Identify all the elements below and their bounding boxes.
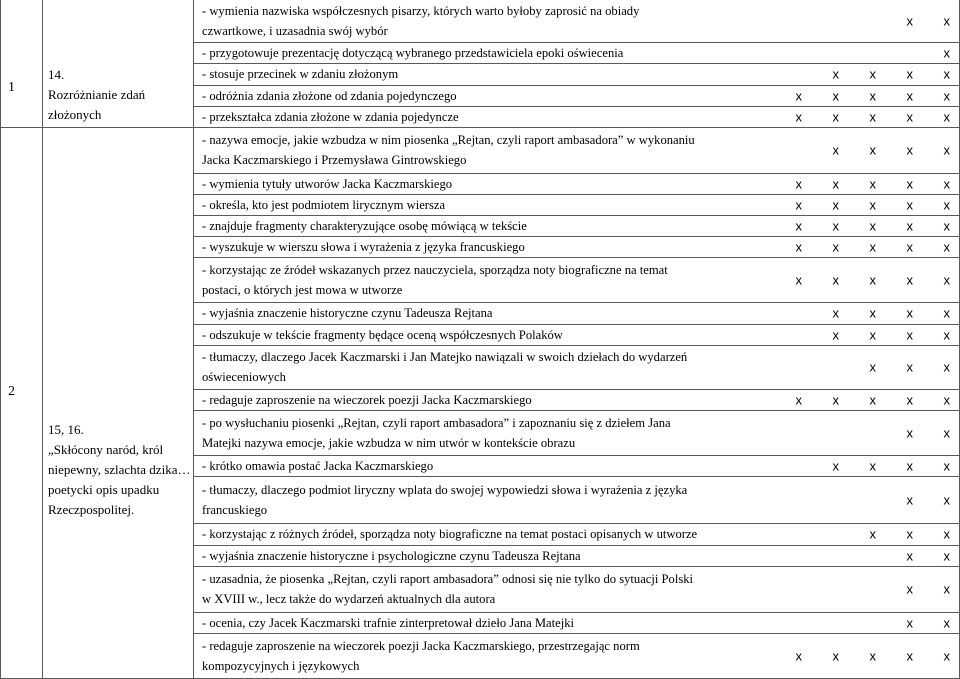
grade-marks xyxy=(802,306,950,321)
grade-mark: x xyxy=(943,615,950,630)
grade-mark: x xyxy=(832,327,839,342)
row-number-1: 1 xyxy=(8,80,15,95)
requirement-text: - redaguje zaproszenie na wieczorek poezji Jacka Kaczmarskiego xyxy=(202,392,532,407)
requirement-text: - po wysłuchaniu piosenki „Rejtan, czyli raport ambasadora” i zapoznaniu się z dziełem Jana Matejki nazywa emocje, jakie wzbudza w nim utwór w kontekście obrazu xyxy=(202,415,671,450)
grade-marks xyxy=(876,425,950,440)
grade-marks xyxy=(802,458,950,473)
grade-mark: x xyxy=(943,492,950,507)
grade-marks xyxy=(876,548,950,563)
grade-mark: x xyxy=(943,359,950,375)
grade-mark: x xyxy=(943,176,950,191)
table-row xyxy=(194,455,960,476)
grade-mark: x xyxy=(869,392,876,407)
requirement-text: - odróżnia zdania złożone od zdania pojedynczego xyxy=(202,88,457,103)
grade-mark: x xyxy=(943,239,950,254)
grade-mark: x xyxy=(869,272,876,287)
table-row xyxy=(194,42,960,63)
grade-mark: x xyxy=(906,197,913,212)
grade-mark: x xyxy=(906,218,913,233)
requirement-text: - odszukuje w tekście fragmenty będące oceną współczesnych Polaków xyxy=(202,327,563,342)
requirement-text: - stosuje przecinek w zdaniu złożonym xyxy=(202,67,399,81)
grade-mark: x xyxy=(795,648,802,663)
grade-mark: x xyxy=(832,272,839,287)
grade-mark: x xyxy=(795,88,802,103)
grade-mark: x xyxy=(832,218,839,233)
grade-mark: x xyxy=(795,176,802,191)
grade-mark: x xyxy=(943,218,950,233)
table-row xyxy=(194,127,960,173)
grade-marks xyxy=(839,527,950,542)
grade-mark: x xyxy=(832,197,839,212)
column-divider xyxy=(42,0,43,679)
grade-mark: x xyxy=(869,142,876,158)
grade-mark: x xyxy=(832,392,839,407)
grade-mark: x xyxy=(869,305,876,321)
grade-mark: x xyxy=(943,109,950,124)
requirement-text: - korzystając ze źródeł wskazanych przez nauczyciela, sporządza noty biograficzne na temat postaci, o których jest mowa w utworze xyxy=(202,262,668,297)
requirement-text: - określa, kto jest podmiotem lirycznym wiersza xyxy=(202,197,446,212)
grade-mark: x xyxy=(869,218,876,233)
grade-mark: x xyxy=(943,305,950,321)
grade-mark: x xyxy=(869,66,876,82)
grade-mark: x xyxy=(906,239,913,254)
grade-marks xyxy=(765,88,950,103)
table-row xyxy=(194,545,960,566)
grade-mark: x xyxy=(943,142,950,158)
grade-mark: x xyxy=(906,392,913,407)
grade-mark: x xyxy=(795,197,802,212)
grade-mark: x xyxy=(943,526,950,542)
table-row xyxy=(194,257,960,302)
grade-mark: x xyxy=(943,66,950,82)
grade-mark: x xyxy=(869,327,876,342)
grade-mark: x xyxy=(832,305,839,321)
requirement-text: - przekształca zdania złożone w zdania pojedyncze xyxy=(202,109,459,124)
requirement-text: - nazywa emocje, jakie wzbudza w nim piosenka „Rejtan, czyli raport ambasadora” w wykonaniu Jacka Kaczmarskiego i Przemysława Gintrowskiego xyxy=(202,133,695,167)
row-number-2: 2 xyxy=(8,384,15,399)
grade-mark: x xyxy=(869,109,876,124)
grade-mark: x xyxy=(832,109,839,124)
table-row xyxy=(194,302,960,324)
grade-mark: x xyxy=(943,648,950,663)
grade-mark: x xyxy=(869,88,876,103)
grade-mark: x xyxy=(906,581,913,597)
grade-marks xyxy=(876,492,950,507)
grade-mark: x xyxy=(906,359,913,375)
requirement-text: - tłumaczy, dlaczego Jacek Kaczmarski i Jan Matejko nawiązali w swoich dziełach do wydarzeń oświeceniowych xyxy=(202,350,688,384)
requirement-text: - wyjaśnia znaczenie historyczne i psychologiczne czynu Tadeusza Rejtana xyxy=(202,548,581,563)
grade-marks xyxy=(876,14,950,29)
grade-mark: x xyxy=(795,239,802,254)
grade-mark: x xyxy=(943,272,950,287)
grade-mark: x xyxy=(869,648,876,663)
grade-marks xyxy=(765,272,950,287)
table-row xyxy=(194,389,960,410)
grade-mark: x xyxy=(906,648,913,663)
grade-mark: x xyxy=(906,272,913,287)
grade-mark: x xyxy=(906,548,913,563)
requirement-text: - korzystając z różnych źródeł, sporządza noty biograficzne na temat postaci opisanych w utworze xyxy=(202,527,698,541)
grade-mark: x xyxy=(832,142,839,158)
grade-marks xyxy=(765,176,950,191)
grade-mark: x xyxy=(869,458,876,473)
grade-mark: x xyxy=(869,176,876,191)
grade-mark: x xyxy=(832,239,839,254)
grade-mark: x xyxy=(943,13,950,29)
grade-mark: x xyxy=(906,88,913,103)
grade-marks xyxy=(876,582,950,597)
table-row xyxy=(194,236,960,257)
table-border-left xyxy=(0,0,1,679)
grade-marks xyxy=(839,360,950,375)
grade-marks xyxy=(765,109,950,124)
grade-mark: x xyxy=(943,197,950,212)
grade-mark: x xyxy=(832,88,839,103)
grade-marks xyxy=(765,648,950,663)
grade-mark: x xyxy=(943,425,950,440)
table-row xyxy=(194,324,960,345)
grade-marks xyxy=(913,45,950,60)
grade-mark: x xyxy=(906,13,913,29)
requirement-text: - krótko omawia postać Jacka Kaczmarskiego xyxy=(202,458,434,473)
grade-mark: x xyxy=(906,615,913,630)
requirement-text: - tłumaczy, dlaczego podmiot liryczny wplata do swojej wypowiedzi słowa i wyrażenia z języka francuskiego xyxy=(202,482,688,517)
table-row xyxy=(194,566,960,612)
grade-marks xyxy=(802,67,950,82)
grade-mark: x xyxy=(906,327,913,342)
lesson-topic-1: 14. Rozróżnianie zdań złożonych xyxy=(48,67,146,122)
grade-mark: x xyxy=(832,458,839,473)
grade-mark: x xyxy=(906,492,913,507)
grade-marks xyxy=(765,392,950,407)
table-row xyxy=(194,173,960,194)
grade-marks xyxy=(876,615,950,630)
grade-mark: x xyxy=(832,648,839,663)
table-row xyxy=(194,194,960,215)
table-row xyxy=(194,0,960,42)
grade-mark: x xyxy=(943,581,950,597)
table-row xyxy=(194,345,960,389)
grade-mark: x xyxy=(795,109,802,124)
grade-mark: x xyxy=(943,392,950,407)
grade-mark: x xyxy=(906,109,913,124)
table-row xyxy=(194,633,960,678)
grade-mark: x xyxy=(906,142,913,158)
requirement-text: - uzasadnia, że piosenka „Rejtan, czyli raport ambasadora” odnosi się nie tylko do sytuacji Polski w XVIII w., lecz także do wydarzeń aktualnych dla autora xyxy=(202,572,694,606)
requirement-text: - znajduje fragmenty charakteryzujące osobę mówiącą w tekście xyxy=(202,218,527,233)
lesson-topic-2: 15, 16. „Skłócony naród, król niepewny, szlachta dzika… poetycki opis upadku Rzeczpospolitej. xyxy=(48,422,191,517)
grade-mark: x xyxy=(943,45,950,60)
requirement-text: - wymienia nazwiska współczesnych pisarzy, których warto byłoby zaprosić na obiady czwartkowe, i uzasadnia swój wybór xyxy=(202,4,640,38)
table-row xyxy=(194,523,960,545)
grade-mark: x xyxy=(832,66,839,82)
grade-mark: x xyxy=(943,327,950,342)
grade-mark: x xyxy=(906,305,913,321)
grade-mark: x xyxy=(869,197,876,212)
grade-marks xyxy=(765,197,950,212)
table-row xyxy=(194,85,960,106)
table-row xyxy=(194,476,960,523)
table-row xyxy=(194,410,960,455)
grade-marks xyxy=(802,143,950,158)
table-row xyxy=(194,63,960,85)
requirement-text: - wymienia tytuły utworów Jacka Kaczmarskiego xyxy=(202,176,453,191)
grade-mark: x xyxy=(869,526,876,542)
grade-mark: x xyxy=(869,239,876,254)
requirement-text: - wyjaśnia znaczenie historyczne czynu Tadeusza Rejtana xyxy=(202,306,493,320)
table-row xyxy=(194,215,960,236)
grade-mark: x xyxy=(795,392,802,407)
requirement-text: - redaguje zaproszenie na wieczorek poezji Jacka Kaczmarskiego, przestrzegając norm kompozycyjnych i językowych xyxy=(202,638,640,673)
grade-mark: x xyxy=(943,458,950,473)
requirement-text: - ocenia, czy Jacek Kaczmarski trafnie zinterpretował dzieło Jana Matejki xyxy=(202,615,575,630)
section-divider xyxy=(0,127,193,128)
grade-mark: x xyxy=(906,176,913,191)
grade-mark: x xyxy=(795,218,802,233)
grade-mark: x xyxy=(906,425,913,440)
grade-mark: x xyxy=(869,359,876,375)
grade-mark: x xyxy=(795,272,802,287)
grade-mark: x xyxy=(906,526,913,542)
grade-mark: x xyxy=(906,66,913,82)
table-row xyxy=(194,612,960,633)
grade-mark: x xyxy=(832,176,839,191)
grade-marks xyxy=(765,218,950,233)
grade-marks xyxy=(802,327,950,342)
requirement-text: - przygotowuje prezentację dotyczącą wybranego przedstawiciela epoki oświecenia xyxy=(202,45,624,60)
grade-mark: x xyxy=(943,548,950,563)
table-row xyxy=(194,106,960,127)
grade-mark: x xyxy=(943,88,950,103)
grade-mark: x xyxy=(906,458,913,473)
requirement-text: - wyszukuje w wierszu słowa i wyrażenia z języka francuskiego xyxy=(202,239,525,254)
grade-marks xyxy=(765,239,950,254)
